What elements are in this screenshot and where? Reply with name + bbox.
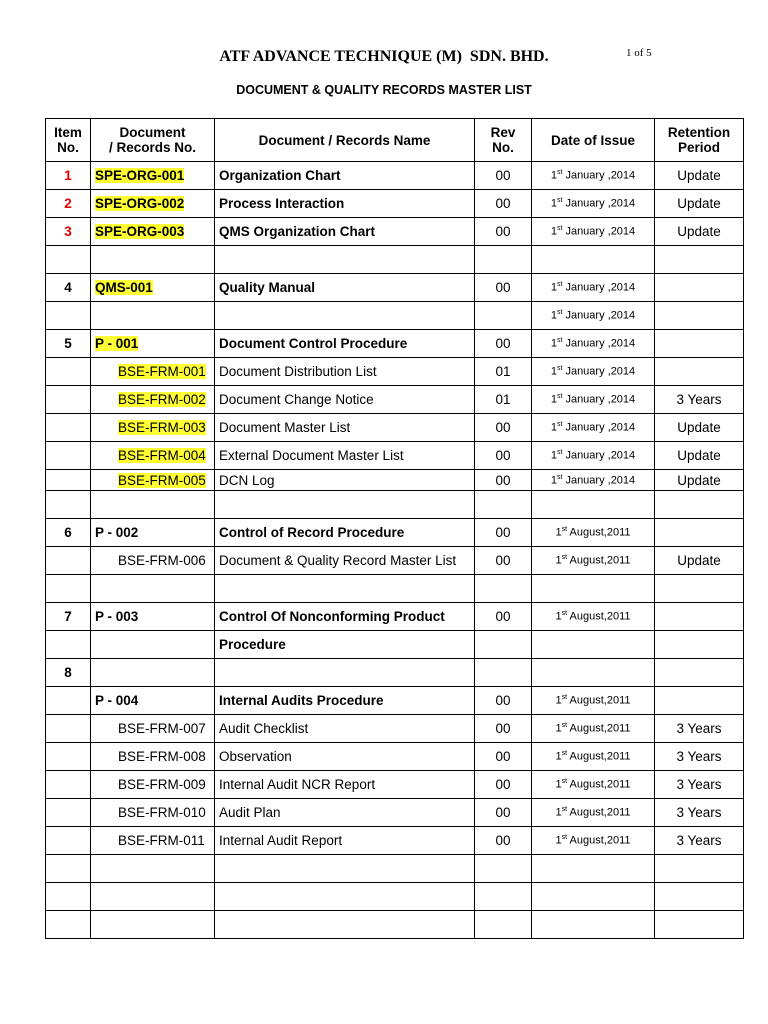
table-row <box>46 547 744 575</box>
item-no: 7 <box>46 603 91 631</box>
table-row <box>46 715 744 743</box>
rev-no: 00 <box>475 218 532 246</box>
empty-row <box>46 575 744 603</box>
date-of-issue: 1st January ,2014 <box>532 414 655 442</box>
table-row <box>46 442 744 470</box>
retention-period: Update <box>655 442 744 470</box>
document-title: DOCUMENT & QUALITY RECORDS MASTER LIST <box>236 83 532 97</box>
document-name: Organization Chart <box>215 162 475 190</box>
table-header-row <box>46 119 744 162</box>
rev-no: 00 <box>475 687 532 715</box>
date-of-issue: 1st August,2011 <box>532 519 655 547</box>
document-no: P - 002 <box>91 519 215 547</box>
date-of-issue: 1st January ,2014 <box>532 442 655 470</box>
date-of-issue: 1st January ,2014 <box>532 302 655 330</box>
document-name: Internal Audits Procedure <box>215 687 475 715</box>
rev-no: 00 <box>475 414 532 442</box>
rev-no: 00 <box>475 799 532 827</box>
retention-period: 3 Years <box>655 386 744 414</box>
document-name: Audit Plan <box>215 799 475 827</box>
date-of-issue: 1st January ,2014 <box>532 470 655 491</box>
table-row <box>46 358 744 386</box>
document-no: BSE-FRM-006 <box>91 547 215 575</box>
retention-period <box>655 274 744 302</box>
rev-no: 00 <box>475 547 532 575</box>
empty-row <box>46 883 744 911</box>
table-row <box>46 827 744 855</box>
document-no: BSE-FRM-003 <box>91 414 215 442</box>
table-row <box>46 162 744 190</box>
rev-no: 00 <box>475 274 532 302</box>
table-row <box>46 274 744 302</box>
document-no: BSE-FRM-010 <box>91 799 215 827</box>
table-row <box>46 190 744 218</box>
date-of-issue: 1st January ,2014 <box>532 190 655 218</box>
retention-period: Update <box>655 218 744 246</box>
document-no: BSE-FRM-011 <box>91 827 215 855</box>
retention-period: 3 Years <box>655 827 744 855</box>
empty-row <box>46 911 744 939</box>
document-no: P - 001 <box>91 330 215 358</box>
header-rev-no: Rev No. <box>475 119 532 162</box>
retention-period: Update <box>655 414 744 442</box>
date-of-issue: 1st August,2011 <box>532 827 655 855</box>
document-name: Control of Record Procedure <box>215 519 475 547</box>
document-name: Internal Audit Report <box>215 827 475 855</box>
rev-no: 00 <box>475 771 532 799</box>
date-of-issue: 1st January ,2014 <box>532 162 655 190</box>
document-no: SPE-ORG-003 <box>91 218 215 246</box>
rev-no: 00 <box>475 519 532 547</box>
document-name: Observation <box>215 743 475 771</box>
table-row <box>46 414 744 442</box>
header-document-no: Document / Records No. <box>91 119 215 162</box>
date-of-issue: 1st August,2011 <box>532 799 655 827</box>
rev-no: 00 <box>475 743 532 771</box>
item-no: 8 <box>46 659 91 687</box>
table-row <box>46 743 744 771</box>
date-of-issue: 1st January ,2014 <box>532 358 655 386</box>
item-no: 2 <box>46 190 91 218</box>
retention-period: 3 Years <box>655 715 744 743</box>
company-name: ATF ADVANCE TECHNIQUE (M) SDN. BHD. <box>219 48 549 65</box>
rev-no: 00 <box>475 162 532 190</box>
document-name: Control Of Nonconforming Product <box>215 603 475 631</box>
empty-row <box>46 491 744 519</box>
document-name: Document Master List <box>215 414 475 442</box>
document-name: Audit Checklist <box>215 715 475 743</box>
document-no: SPE-ORG-001 <box>91 162 215 190</box>
date-of-issue: 1st August,2011 <box>532 547 655 575</box>
date-of-issue: 1st August,2011 <box>532 603 655 631</box>
rev-no: 01 <box>475 358 532 386</box>
table-row <box>46 386 744 414</box>
rev-no: 00 <box>475 827 532 855</box>
table-row <box>46 771 744 799</box>
empty-row <box>46 855 744 883</box>
document-no: QMS-001 <box>91 274 215 302</box>
rev-no: 01 <box>475 386 532 414</box>
header-document-name: Document / Records Name <box>215 119 475 162</box>
rev-no: 00 <box>475 330 532 358</box>
document-name: Procedure <box>215 631 475 659</box>
date-of-issue: 1st August,2011 <box>532 687 655 715</box>
table-row <box>46 330 744 358</box>
document-no: BSE-FRM-008 <box>91 743 215 771</box>
date-of-issue: 1st January ,2014 <box>532 330 655 358</box>
rev-no: 00 <box>475 470 532 491</box>
document-name: Document & Quality Record Master List <box>215 547 475 575</box>
document-no: SPE-ORG-002 <box>91 190 215 218</box>
document-name: DCN Log <box>215 470 475 491</box>
date-of-issue: 1st August,2011 <box>532 771 655 799</box>
document-name: QMS Organization Chart <box>215 218 475 246</box>
item-no: 3 <box>46 218 91 246</box>
table-row <box>46 631 744 659</box>
document-no: BSE-FRM-005 <box>91 470 215 491</box>
retention-period: 3 Years <box>655 771 744 799</box>
retention-period: Update <box>655 162 744 190</box>
item-no: 5 <box>46 330 91 358</box>
document-name: Process Interaction <box>215 190 475 218</box>
document-no: BSE-FRM-009 <box>91 771 215 799</box>
retention-period: Update <box>655 190 744 218</box>
header-retention-period: Retention Period <box>655 119 744 162</box>
retention-period: 3 Years <box>655 743 744 771</box>
master-list-table <box>45 118 744 939</box>
item-no: 4 <box>46 274 91 302</box>
date-of-issue: 1st August,2011 <box>532 743 655 771</box>
document-no: BSE-FRM-002 <box>91 386 215 414</box>
document-name: Document Distribution List <box>215 358 475 386</box>
document-name: External Document Master List <box>215 442 475 470</box>
document-no: P - 003 <box>91 603 215 631</box>
date-of-issue: 1st January ,2014 <box>532 218 655 246</box>
document-name: Internal Audit NCR Report <box>215 771 475 799</box>
table-row <box>46 659 744 687</box>
document-name: Quality Manual <box>215 274 475 302</box>
rev-no: 00 <box>475 715 532 743</box>
header-date-of-issue: Date of Issue <box>532 119 655 162</box>
document-name: Document Control Procedure <box>215 330 475 358</box>
date-of-issue: 1st January ,2014 <box>532 386 655 414</box>
date-of-issue: 1st August,2011 <box>532 715 655 743</box>
rev-no: 00 <box>475 603 532 631</box>
page-number: 1 of 5 <box>626 47 652 59</box>
retention-period: 3 Years <box>655 799 744 827</box>
rev-no: 00 <box>475 190 532 218</box>
date-of-issue: 1st January ,2014 <box>532 274 655 302</box>
retention-period: Update <box>655 470 744 491</box>
table-row <box>46 519 744 547</box>
table-row <box>46 603 744 631</box>
table-row <box>46 302 744 330</box>
rev-no: 00 <box>475 442 532 470</box>
document-no: BSE-FRM-001 <box>91 358 215 386</box>
table-row <box>46 218 744 246</box>
document-name: Document Change Notice <box>215 386 475 414</box>
document-no: BSE-FRM-007 <box>91 715 215 743</box>
table-row <box>46 799 744 827</box>
item-no: 6 <box>46 519 91 547</box>
document-no: P - 004 <box>91 687 215 715</box>
document-no: BSE-FRM-004 <box>91 442 215 470</box>
empty-row <box>46 246 744 274</box>
table-row <box>46 687 744 715</box>
table-row <box>46 470 744 491</box>
item-no: 1 <box>46 162 91 190</box>
retention-period: Update <box>655 547 744 575</box>
header-item-no: Item No. <box>46 119 91 162</box>
